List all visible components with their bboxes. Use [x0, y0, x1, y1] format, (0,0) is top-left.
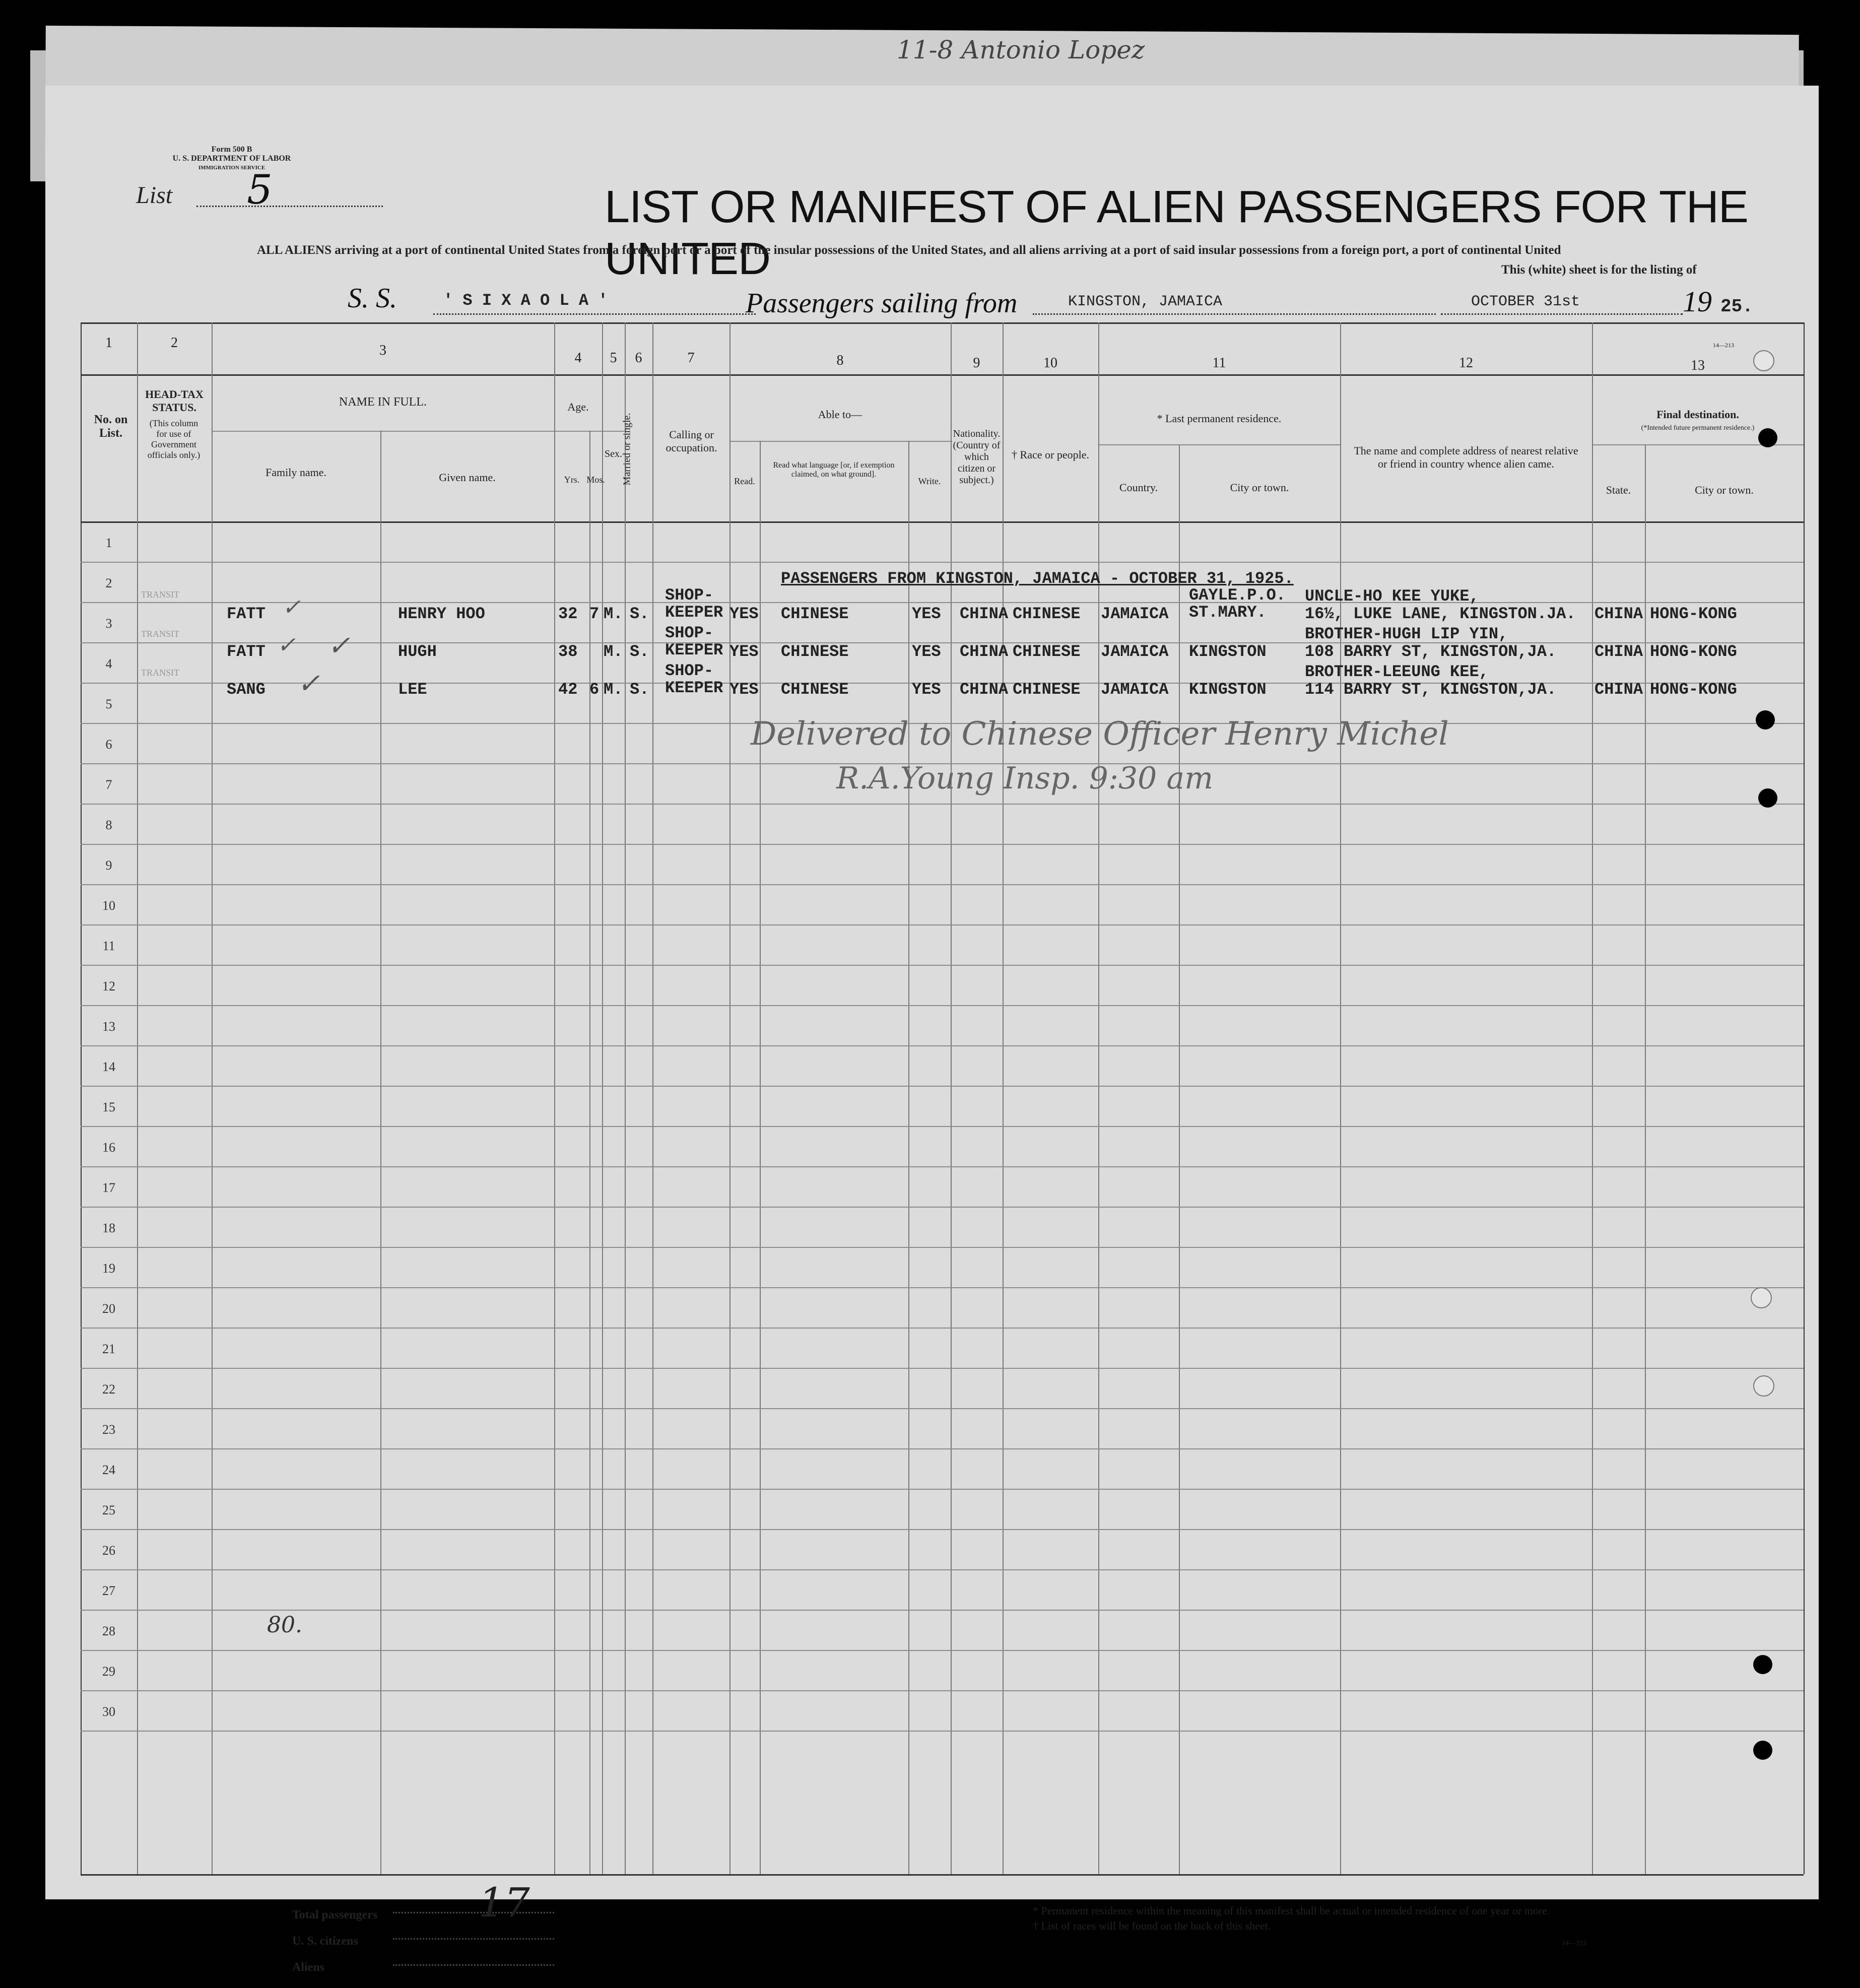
relative-address: 114 BARRY ST, KINGSTON,JA. — [1305, 680, 1557, 699]
dest-state: CHINA — [1595, 605, 1643, 623]
row-line — [81, 1207, 1804, 1208]
header-head-tax: HEAD-TAX STATUS. — [145, 388, 204, 414]
read: YES — [729, 642, 759, 661]
row-line — [81, 1650, 1804, 1651]
row-number: 24 — [102, 1463, 115, 1477]
country: JAMAICA — [1101, 680, 1169, 699]
header-family-name: Family name. — [265, 466, 326, 479]
header-read: Read. — [734, 476, 755, 486]
head-tax-stamp: TRANSIT — [141, 668, 179, 678]
sailing-from: KINGSTON, JAMAICA — [1068, 293, 1223, 310]
year-suffix: 25. — [1720, 296, 1753, 317]
family-name: SANG — [227, 680, 265, 699]
row-line — [81, 1166, 1804, 1167]
relative-address: 16½, LUKE LANE, KINGSTON.JA. — [1305, 605, 1576, 623]
list-label: List — [136, 182, 173, 209]
dest-city: HONG-KONG — [1650, 642, 1737, 661]
sex: M. — [604, 605, 623, 623]
race: CHINESE — [1013, 680, 1081, 699]
dest-state: CHINA — [1595, 680, 1643, 699]
row-line — [81, 1529, 1804, 1530]
row-line — [81, 1690, 1804, 1691]
header-final-destination: Final destination. — [1656, 408, 1739, 421]
age-months: 7 — [589, 605, 600, 623]
dest-state: CHINA — [1595, 642, 1643, 661]
row-line — [81, 1045, 1804, 1046]
row-line — [81, 562, 1804, 563]
header-final-note: (*Intended future permanent residence.) — [1641, 424, 1755, 432]
header-given-name: Given name. — [439, 471, 496, 484]
relative-name: BROTHER-LEEUNG KEE, — [1305, 662, 1489, 681]
row-line — [81, 1569, 1804, 1570]
row-line — [81, 1287, 1804, 1288]
col-num-2: 2 — [171, 335, 178, 351]
relative-name: BROTHER-HUGH LIP YIN, — [1305, 625, 1508, 643]
binder-hole — [1758, 428, 1777, 447]
manifest-title: LIST OR MANIFEST OF ALIEN PASSENGERS FOR THE UNITED — [605, 182, 1748, 284]
col-num-13: 13 — [1691, 358, 1705, 373]
relative-name: UNCLE-HO KEE YUKE, — [1305, 587, 1479, 606]
married: S. — [630, 642, 649, 661]
row-number: 29 — [102, 1664, 115, 1679]
handwritten-inspector-note: R.A.Young Insp. 9:30 am — [836, 761, 1214, 796]
row-line — [81, 1408, 1804, 1409]
write: YES — [912, 605, 941, 623]
write: YES — [912, 642, 941, 661]
list-number: 5 — [247, 166, 273, 213]
top-handwritten-note: 11-8 Antonio Lopez — [897, 35, 1145, 64]
read: YES — [729, 680, 759, 699]
row-number: 3 — [105, 616, 112, 631]
header-state: State. — [1606, 484, 1631, 496]
header-last-residence: * Last permanent residence. — [1157, 412, 1282, 425]
race: CHINESE — [1013, 605, 1081, 623]
row-number: 25 — [102, 1503, 115, 1517]
row-number: 11 — [102, 939, 115, 953]
row-number: 18 — [102, 1221, 115, 1235]
footnote-2: † List of races will be found on the back of this sheet. — [1033, 1919, 1271, 1932]
totals-labels — [292, 1902, 377, 1980]
row-number: 16 — [102, 1140, 115, 1155]
row-number: 9 — [105, 858, 112, 873]
total-dots — [393, 1912, 554, 1913]
row-number: 30 — [102, 1704, 115, 1719]
nationality: CHINA — [960, 642, 1009, 661]
margin-mark: 80. — [267, 1612, 302, 1638]
header-nationality: Nationality. (Country of which citizen or subject.) — [953, 428, 1001, 486]
header-read-language: Read what language [or, if exemption claimed, on what ground]. — [773, 461, 895, 479]
city: KINGSTON — [1189, 642, 1267, 661]
form-code-top: 14—213 — [1713, 342, 1734, 349]
country: JAMAICA — [1101, 605, 1169, 623]
form-service: IMMIGRATION SERVICE — [198, 165, 265, 171]
ship-prefix: S. S. — [348, 283, 397, 314]
country: JAMAICA — [1101, 642, 1169, 661]
occupation: SHOP- KEEPER — [665, 661, 723, 697]
form-code-bottom: 14—213 — [1562, 1940, 1586, 1947]
check-mark-icon: ✓ — [297, 668, 320, 699]
binder-hole — [1753, 1375, 1774, 1397]
family-name: FATT — [227, 605, 265, 623]
occupation: SHOP- KEEPER — [665, 586, 723, 622]
nationality: CHINA — [960, 605, 1009, 623]
sailing-label: Passengers sailing from — [746, 288, 1018, 319]
row-number: 5 — [105, 697, 112, 711]
footnote-1: * Permanent residence within the meaning of this manifest shall be actual or intended residence of one year or more. — [1033, 1904, 1550, 1917]
check-mark-icon: ✓ — [327, 630, 351, 661]
col-num-8: 8 — [836, 353, 844, 368]
binder-hole — [1758, 788, 1777, 808]
read: YES — [729, 605, 759, 623]
row-number: 27 — [102, 1583, 115, 1598]
header-mos: Mos. — [586, 475, 605, 485]
row-line — [81, 602, 1804, 603]
row-number: 28 — [102, 1624, 115, 1638]
header-sex: Sex. — [605, 448, 622, 459]
row-line — [81, 1489, 1804, 1490]
binder-hole — [1756, 710, 1775, 730]
row-number: 23 — [102, 1422, 115, 1437]
row-number: 14 — [102, 1059, 115, 1074]
write: YES — [912, 680, 941, 699]
header-country: Country. — [1119, 481, 1158, 494]
total-passengers-label: Total passengers — [292, 1908, 378, 1921]
row-line — [81, 1126, 1804, 1127]
col-num-10: 10 — [1043, 355, 1057, 371]
col-num-3: 3 — [379, 343, 386, 358]
header-city-town: City or town. — [1230, 481, 1289, 494]
us-citizens-label: U. S. citizens — [292, 1935, 358, 1948]
row-number: 15 — [102, 1100, 115, 1114]
row-line — [81, 1731, 1804, 1732]
header-dest-city: City or town. — [1695, 484, 1754, 496]
binder-hole — [1753, 1655, 1772, 1674]
age-months: 6 — [589, 680, 600, 699]
married: S. — [630, 680, 649, 699]
row-number: 6 — [105, 737, 112, 752]
nationality: CHINA — [960, 680, 1009, 699]
row-line — [81, 1368, 1804, 1369]
col-num-4: 4 — [574, 350, 582, 366]
row-line — [81, 1610, 1804, 1611]
row-number: 20 — [102, 1301, 115, 1316]
check-mark-icon: ✓ — [277, 632, 296, 658]
handwritten-delivery-note: Delivered to Chinese Officer Henry Michel — [751, 715, 1449, 753]
city: KINGSTON — [1189, 680, 1267, 699]
row-number: 17 — [102, 1180, 115, 1195]
sex: M. — [604, 680, 623, 699]
row-number: 10 — [102, 898, 115, 913]
row-line — [81, 1448, 1804, 1449]
age-years: 32 — [558, 605, 578, 623]
age-years: 38 — [558, 642, 578, 661]
header-name-in-full: NAME IN FULL. — [339, 395, 427, 409]
sailing-date: OCTOBER 31st — [1471, 293, 1580, 310]
col-num-5: 5 — [610, 350, 617, 366]
age-years: 42 — [558, 680, 578, 699]
header-no-on-list: No. on List. — [94, 413, 128, 440]
city: GAYLE.P.O. ST.MARY. — [1189, 586, 1286, 622]
dest-city: HONG-KONG — [1650, 605, 1737, 623]
row-line — [81, 804, 1804, 805]
binder-hole — [1751, 1287, 1772, 1308]
language: CHINESE — [781, 605, 849, 623]
row-line — [81, 884, 1804, 885]
manifest-sheet — [45, 86, 1819, 1974]
form-number: Form 500 B — [211, 145, 252, 154]
total-value: 17 — [479, 1879, 530, 1926]
row-line — [81, 1086, 1804, 1087]
language: CHINESE — [781, 680, 849, 699]
family-name: FATT — [227, 642, 265, 661]
race: CHINESE — [1013, 642, 1081, 661]
head-tax-stamp: TRANSIT — [141, 629, 179, 639]
section-header: PASSENGERS FROM KINGSTON, JAMAICA - OCTOBER 31, 1925. — [781, 569, 1294, 588]
header-relative: The name and complete address of nearest relative or friend in country whence alien came. — [1354, 444, 1578, 470]
head-tax-stamp: TRANSIT — [141, 589, 179, 600]
row-number: 1 — [105, 536, 112, 550]
binder-hole — [1753, 1741, 1772, 1760]
married: S. — [630, 605, 649, 623]
row-number: 13 — [102, 1019, 115, 1034]
row-number: 4 — [105, 656, 112, 671]
header-write: Write. — [918, 476, 941, 486]
header-able-to: Able to— — [818, 408, 862, 421]
row-number: 2 — [105, 576, 112, 590]
row-number: 8 — [105, 818, 112, 832]
aliens-dots — [393, 1964, 554, 1966]
occupation: SHOP- KEEPER — [665, 624, 723, 659]
col-num-1: 1 — [105, 335, 112, 351]
header-calling: Calling or occupation. — [666, 428, 717, 454]
col-num-6: 6 — [635, 350, 642, 366]
language: CHINESE — [781, 642, 849, 661]
header-yrs: Yrs. — [564, 475, 580, 485]
row-number: 7 — [105, 777, 112, 792]
col-num-11: 11 — [1212, 355, 1226, 371]
row-line — [81, 844, 1804, 845]
col-num-9: 9 — [973, 355, 980, 371]
binder-hole — [1753, 350, 1774, 371]
dest-city: HONG-KONG — [1650, 680, 1737, 699]
manifest-subtitle-2: This (white) sheet is for the listing of — [1501, 263, 1697, 277]
row-line — [81, 1328, 1804, 1329]
check-mark-icon: ✓ — [282, 594, 301, 620]
row-line — [81, 924, 1804, 925]
sex: M. — [604, 642, 623, 661]
row-number: 12 — [102, 979, 115, 993]
header-age: Age. — [567, 401, 589, 413]
row-line — [81, 1005, 1804, 1006]
row-number: 21 — [102, 1342, 115, 1356]
given-name: HENRY HOO — [398, 605, 485, 623]
col-num-7: 7 — [687, 350, 695, 366]
form-department: U. S. DEPARTMENT OF LABOR — [172, 154, 291, 163]
relative-address: 108 BARRY ST, KINGSTON,JA. — [1305, 642, 1557, 661]
given-name: HUGH — [398, 642, 437, 661]
row-line — [81, 965, 1804, 966]
citizens-dots — [393, 1938, 554, 1940]
given-name: LEE — [398, 680, 427, 699]
manifest-subtitle: ALL ALIENS arriving at a port of continental United States from a foreign port or a port of the insular possessions of the United States, and all aliens arriving at a port of said insular possessions from a foreign port, a port of continental United — [257, 243, 1561, 257]
col-num-12: 12 — [1459, 355, 1473, 371]
aliens-label: Aliens — [292, 1961, 325, 1974]
header-head-tax-note: (This column for use of Government officials only.) — [147, 418, 201, 460]
year-prefix: 19 — [1683, 285, 1712, 318]
header-race: † Race or people. — [1012, 448, 1089, 461]
row-number: 22 — [102, 1382, 115, 1397]
row-number: 26 — [102, 1543, 115, 1558]
row-line — [81, 1247, 1804, 1248]
row-number: 19 — [102, 1261, 115, 1276]
ship-name: ' S I X A O L A ' — [443, 291, 608, 310]
header-married: Married or single. — [621, 413, 633, 486]
